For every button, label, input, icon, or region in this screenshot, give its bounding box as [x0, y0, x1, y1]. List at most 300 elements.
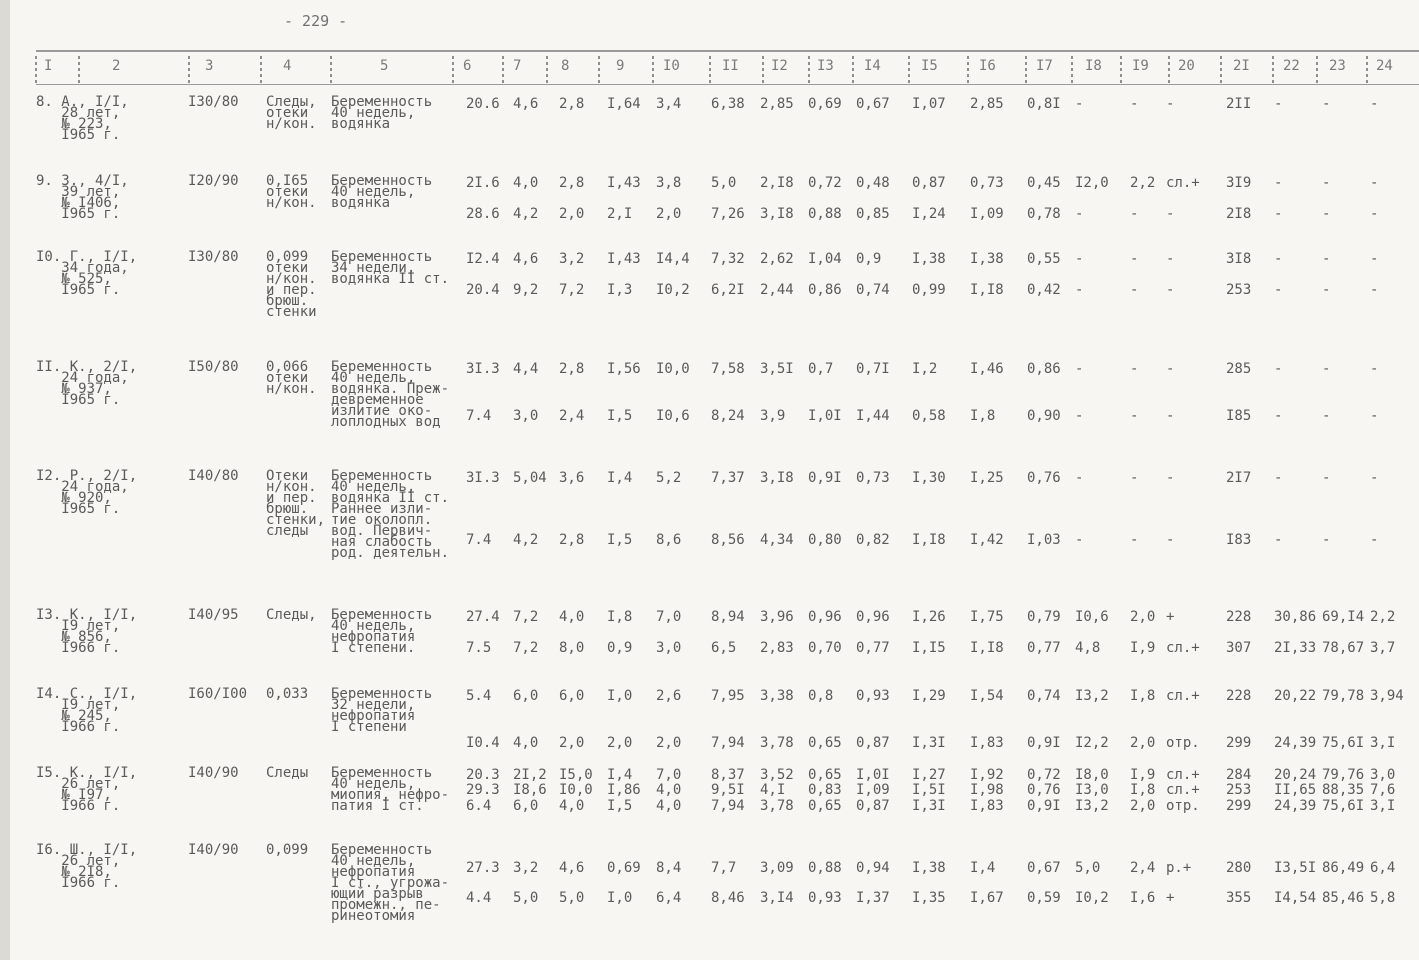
value-cell: сл.+ — [1166, 782, 1200, 798]
value-cell: 355 — [1226, 890, 1252, 906]
value-cell: I0,6 — [656, 408, 690, 424]
value-cell: - — [1274, 282, 1283, 298]
header-column-separator — [598, 56, 600, 84]
value-cell: - — [1274, 408, 1283, 424]
value-cell: 6,0 — [559, 688, 585, 704]
value-cell: 2,0 — [559, 206, 585, 222]
value-cell: 7.5 — [466, 640, 492, 656]
value-cell: I,0 — [607, 688, 633, 704]
table-top-rule — [36, 50, 1419, 52]
value-cell: 4,0 — [559, 798, 585, 814]
urine-edema-cell: Следы, отеки н/кон. — [266, 94, 317, 132]
value-cell: 2,8 — [559, 96, 585, 112]
value-cell: 228 — [1226, 688, 1252, 704]
value-cell: отр. — [1166, 735, 1200, 751]
value-cell: - — [1130, 470, 1139, 486]
value-cell: 2,44 — [760, 282, 794, 298]
column-header: 24 — [1376, 58, 1393, 74]
value-cell: 0,87 — [856, 735, 890, 751]
value-cell: I0,2 — [656, 282, 690, 298]
value-cell: 2I.6 — [466, 175, 500, 191]
header-column-separator — [502, 56, 504, 84]
value-cell: 7,94 — [711, 735, 745, 751]
value-cell: 3,4 — [656, 96, 682, 112]
value-cell: 6,38 — [711, 96, 745, 112]
value-cell: 8,94 — [711, 609, 745, 625]
value-cell: I,75 — [970, 609, 1004, 625]
urine-edema-cell: 0,I65 отеки н/кон. — [266, 173, 317, 211]
value-cell: 7,94 — [711, 798, 745, 814]
value-cell: 2,0 — [656, 206, 682, 222]
blood-pressure-cell: I30/80 — [188, 94, 239, 110]
value-cell: 0,82 — [856, 532, 890, 548]
value-cell: 3I9 — [1226, 175, 1252, 191]
value-cell: 6,4 — [1370, 860, 1396, 876]
urine-edema-cell: 0,099 — [266, 842, 309, 858]
value-cell: 0,86 — [1027, 361, 1061, 377]
value-cell: I0,2 — [1075, 890, 1109, 906]
value-cell: 4,6 — [513, 251, 539, 267]
value-cell: 0,87 — [856, 798, 890, 814]
value-cell: 0,8 — [808, 688, 834, 704]
value-cell: 2,2 — [1130, 175, 1156, 191]
value-cell: 0,45 — [1027, 175, 1061, 191]
value-cell: 2,0 — [1130, 798, 1156, 814]
value-cell: - — [1130, 408, 1139, 424]
value-cell: 88,35 — [1322, 782, 1365, 798]
value-cell: 0,67 — [856, 96, 890, 112]
value-cell: 3,7 — [1370, 640, 1396, 656]
value-cell: - — [1166, 96, 1175, 112]
value-cell: 3,0 — [656, 640, 682, 656]
value-cell: 3,94 — [1370, 688, 1404, 704]
value-cell: I,6 — [1130, 890, 1156, 906]
value-cell: 2,2 — [1370, 609, 1396, 625]
patient-cell: I5. К., I/I, 26 лет, № I97, I966 г. — [36, 765, 138, 814]
value-cell: 0,80 — [808, 532, 842, 548]
header-column-separator — [188, 56, 190, 84]
value-cell: I0,0 — [656, 361, 690, 377]
column-header: I — [44, 58, 53, 74]
value-cell: 2,85 — [760, 96, 794, 112]
value-cell: 0,9I — [1027, 798, 1061, 814]
header-column-separator — [1316, 56, 1318, 84]
value-cell: 3,2 — [513, 860, 539, 876]
value-cell: 285 — [1226, 361, 1252, 377]
value-cell: - — [1274, 532, 1283, 548]
value-cell: - — [1130, 532, 1139, 548]
value-cell: I2,0 — [1075, 175, 1109, 191]
value-cell: 2,0 — [607, 735, 633, 751]
header-bottom-rule — [36, 84, 1419, 85]
value-cell: 3,8 — [656, 175, 682, 191]
value-cell: I3,2 — [1075, 798, 1109, 814]
column-header: 23 — [1329, 58, 1346, 74]
value-cell: 3,78 — [760, 798, 794, 814]
value-cell: - — [1322, 532, 1331, 548]
value-cell: 2,83 — [760, 640, 794, 656]
value-cell: I,3I — [912, 735, 946, 751]
value-cell: 2I,2 — [513, 767, 547, 783]
diagnosis-cell: Беременность 40 недель, миопия, нефро- патия I ст. — [331, 765, 450, 814]
value-cell: 0,77 — [1027, 640, 1061, 656]
patient-cell: I3. К., I/I, I9 лет, № 856, I966 г. — [36, 607, 138, 656]
value-cell: 3,52 — [760, 767, 794, 783]
value-cell: - — [1370, 408, 1379, 424]
column-header: 6 — [463, 58, 472, 74]
patient-cell: II. К., 2/I, 24 года, № 937, I965 г. — [36, 359, 138, 408]
header-column-separator — [967, 56, 969, 84]
value-cell: I,43 — [607, 175, 641, 191]
value-cell: I,26 — [912, 609, 946, 625]
value-cell: I,9 — [1130, 767, 1156, 783]
value-cell: 8,6 — [656, 532, 682, 548]
value-cell: 2,0 — [1130, 609, 1156, 625]
value-cell: 7,2 — [513, 609, 539, 625]
column-header: 5 — [380, 58, 389, 74]
value-cell: сл.+ — [1166, 640, 1200, 656]
value-cell: I,29 — [912, 688, 946, 704]
header-column-separator — [546, 56, 548, 84]
value-cell: - — [1166, 282, 1175, 298]
value-cell: I,2 — [912, 361, 938, 377]
value-cell: - — [1322, 470, 1331, 486]
value-cell: - — [1370, 96, 1379, 112]
urine-edema-cell: Следы, — [266, 607, 317, 623]
column-header: I6 — [979, 58, 996, 74]
value-cell: 27.4 — [466, 609, 500, 625]
value-cell: 5,0 — [513, 890, 539, 906]
value-cell: 2,0 — [559, 735, 585, 751]
value-cell: 3,I4 — [760, 890, 794, 906]
diagnosis-cell: Беременность 40 недель, нефропатия I ст., угрожа- ющий разрыв промежн., пе- ринеотомия — [331, 842, 450, 924]
value-cell: 4,4 — [513, 361, 539, 377]
value-cell: 2,8 — [559, 175, 585, 191]
value-cell: - — [1166, 361, 1175, 377]
value-cell: I,I8 — [970, 282, 1004, 298]
value-cell: I,92 — [970, 767, 1004, 783]
value-cell: I85 — [1226, 408, 1252, 424]
header-column-separator — [1120, 56, 1122, 84]
value-cell: 0,88 — [808, 206, 842, 222]
value-cell: р.+ — [1166, 860, 1192, 876]
value-cell: 7,7 — [711, 860, 737, 876]
column-header: I3 — [817, 58, 834, 74]
value-cell: - — [1370, 282, 1379, 298]
header-column-separator — [1168, 56, 1170, 84]
column-header: I5 — [921, 58, 938, 74]
value-cell: 0,69 — [607, 860, 641, 876]
value-cell: 299 — [1226, 798, 1252, 814]
value-cell: - — [1130, 361, 1139, 377]
value-cell: - — [1130, 282, 1139, 298]
value-cell: I,44 — [856, 408, 890, 424]
header-column-separator — [1025, 56, 1027, 84]
value-cell: 5,2 — [656, 470, 682, 486]
value-cell: I,4 — [970, 860, 996, 876]
value-cell: 8,56 — [711, 532, 745, 548]
value-cell: 0,85 — [856, 206, 890, 222]
value-cell: 284 — [1226, 767, 1252, 783]
value-cell: I,30 — [912, 470, 946, 486]
value-cell: 253 — [1226, 282, 1252, 298]
page-number: - 229 - — [284, 12, 348, 30]
value-cell: 79,78 — [1322, 688, 1365, 704]
value-cell: I,5I — [912, 782, 946, 798]
column-header: I4 — [864, 58, 881, 74]
value-cell: 7,37 — [711, 470, 745, 486]
value-cell: 20.4 — [466, 282, 500, 298]
patient-cell: 8. А., I/I, 28 лет, № 223, I965 г. — [36, 94, 129, 143]
value-cell: I,8 — [1130, 688, 1156, 704]
value-cell: I2,2 — [1075, 735, 1109, 751]
value-cell: 2I8 — [1226, 206, 1252, 222]
value-cell: I,83 — [970, 735, 1004, 751]
value-cell: 3I.3 — [466, 470, 500, 486]
value-cell: 0,65 — [808, 735, 842, 751]
value-cell: - — [1075, 470, 1084, 486]
value-cell: I8,0 — [1075, 767, 1109, 783]
value-cell: 2I,33 — [1274, 640, 1317, 656]
value-cell: 0,76 — [1027, 470, 1061, 486]
value-cell: 3,0 — [1370, 767, 1396, 783]
value-cell: 307 — [1226, 640, 1252, 656]
value-cell: 6,5 — [711, 640, 737, 656]
value-cell: 3,09 — [760, 860, 794, 876]
value-cell: - — [1322, 408, 1331, 424]
value-cell: 3,2 — [559, 251, 585, 267]
value-cell: - — [1130, 96, 1139, 112]
column-header: 7 — [513, 58, 522, 74]
value-cell: I,43 — [607, 251, 641, 267]
value-cell: 24,39 — [1274, 735, 1317, 751]
value-cell: 20,24 — [1274, 767, 1317, 783]
value-cell: 6,2I — [711, 282, 745, 298]
value-cell: 29.3 — [466, 782, 500, 798]
column-header: 3 — [205, 58, 214, 74]
patient-cell: I4. С., I/I, I9 лет, № 245, I966 г. — [36, 686, 138, 735]
value-cell: 3,5I — [760, 361, 794, 377]
value-cell: 0,76 — [1027, 782, 1061, 798]
value-cell: 4,34 — [760, 532, 794, 548]
value-cell: I,I8 — [912, 532, 946, 548]
header-column-separator — [1220, 56, 1222, 84]
value-cell: - — [1322, 206, 1331, 222]
value-cell: 0,70 — [808, 640, 842, 656]
value-cell: 7,2 — [559, 282, 585, 298]
value-cell: I,I8 — [970, 640, 1004, 656]
value-cell: 85,46 — [1322, 890, 1365, 906]
value-cell: 8,46 — [711, 890, 745, 906]
value-cell: I,56 — [607, 361, 641, 377]
value-cell: - — [1370, 470, 1379, 486]
column-header: 4 — [283, 58, 292, 74]
value-cell: I5,0 — [559, 767, 593, 783]
value-cell: II,65 — [1274, 782, 1317, 798]
value-cell: 7,0 — [656, 609, 682, 625]
value-cell: I,54 — [970, 688, 1004, 704]
value-cell: - — [1322, 251, 1331, 267]
value-cell: 7,2 — [513, 640, 539, 656]
value-cell: I,64 — [607, 96, 641, 112]
value-cell: 7.4 — [466, 408, 492, 424]
value-cell: 0,9I — [1027, 735, 1061, 751]
value-cell: 2,6 — [656, 688, 682, 704]
value-cell: - — [1274, 175, 1283, 191]
diagnosis-cell: Беременность 32 недели, нефропатия I степени — [331, 686, 433, 735]
value-cell: 2II — [1226, 96, 1252, 112]
value-cell: - — [1370, 532, 1379, 548]
value-cell: 3,0 — [513, 408, 539, 424]
value-cell: 27.3 — [466, 860, 500, 876]
value-cell: - — [1130, 206, 1139, 222]
diagnosis-cell: Беременность 40 недель, водянка — [331, 173, 433, 211]
value-cell: 5,8 — [1370, 890, 1396, 906]
blood-pressure-cell: I60/I00 — [188, 686, 248, 702]
value-cell: 0,7I — [856, 361, 890, 377]
value-cell: 4,8 — [1075, 640, 1101, 656]
value-cell: 0,73 — [970, 175, 1004, 191]
value-cell: 0,59 — [1027, 890, 1061, 906]
value-cell: 0,42 — [1027, 282, 1061, 298]
value-cell: I,98 — [970, 782, 1004, 798]
value-cell: 0,77 — [856, 640, 890, 656]
header-column-separator — [652, 56, 654, 84]
value-cell: 7,6 — [1370, 782, 1396, 798]
blood-pressure-cell: I40/90 — [188, 765, 239, 781]
value-cell: 0,90 — [1027, 408, 1061, 424]
header-column-separator — [330, 56, 332, 84]
column-header: I8 — [1085, 58, 1102, 74]
value-cell: 4,2 — [513, 206, 539, 222]
value-cell: 5,0 — [559, 890, 585, 906]
diagnosis-cell: Беременность 40 недель, водянка. Преж- девременное излитие око- лоплодных вод — [331, 359, 450, 430]
value-cell: 8,4 — [656, 860, 682, 876]
value-cell: I4,4 — [656, 251, 690, 267]
value-cell: сл.+ — [1166, 688, 1200, 704]
value-cell: 3I8 — [1226, 251, 1252, 267]
value-cell: 20,22 — [1274, 688, 1317, 704]
value-cell: I,37 — [856, 890, 890, 906]
value-cell: I8,6 — [513, 782, 547, 798]
value-cell: 75,6I — [1322, 798, 1365, 814]
value-cell: 2,62 — [760, 251, 794, 267]
value-cell: 0,99 — [912, 282, 946, 298]
value-cell: - — [1075, 251, 1084, 267]
blood-pressure-cell: I40/90 — [188, 842, 239, 858]
value-cell: I,09 — [970, 206, 1004, 222]
value-cell: I0.4 — [466, 735, 500, 751]
value-cell: - — [1274, 96, 1283, 112]
value-cell: 0,67 — [1027, 860, 1061, 876]
page-edge-shadow — [0, 0, 10, 960]
header-column-separator — [808, 56, 810, 84]
value-cell: 5,0 — [711, 175, 737, 191]
column-header: 22 — [1283, 58, 1300, 74]
value-cell: 2,8 — [559, 532, 585, 548]
value-cell: I,0 — [607, 890, 633, 906]
value-cell: - — [1370, 361, 1379, 377]
value-cell: I,07 — [912, 96, 946, 112]
value-cell: 2I7 — [1226, 470, 1252, 486]
urine-edema-cell: Отеки н/кон. и пер. брюш. стенки, следы — [266, 468, 326, 539]
value-cell: 2,I8 — [760, 175, 794, 191]
value-cell: 6,4 — [656, 890, 682, 906]
value-cell: 3,6 — [559, 470, 585, 486]
value-cell: 0,73 — [856, 470, 890, 486]
value-cell: 0,69 — [808, 96, 842, 112]
value-cell: - — [1274, 251, 1283, 267]
value-cell: I,35 — [912, 890, 946, 906]
value-cell: 0,74 — [856, 282, 890, 298]
value-cell: - — [1075, 361, 1084, 377]
column-header: I0 — [663, 58, 680, 74]
value-cell: 7,0 — [656, 767, 682, 783]
blood-pressure-cell: I30/80 — [188, 249, 239, 265]
value-cell: I,9 — [1130, 640, 1156, 656]
value-cell: I,67 — [970, 890, 1004, 906]
value-cell: + — [1166, 890, 1175, 906]
header-column-separator — [1071, 56, 1073, 84]
column-header: 2I — [1233, 58, 1250, 74]
value-cell: 0,7 — [808, 361, 834, 377]
header-column-separator — [908, 56, 910, 84]
value-cell: I,25 — [970, 470, 1004, 486]
value-cell: I,4 — [607, 470, 633, 486]
column-header: I7 — [1036, 58, 1053, 74]
value-cell: 0,74 — [1027, 688, 1061, 704]
value-cell: 9,5I — [711, 782, 745, 798]
value-cell: I,42 — [970, 532, 1004, 548]
value-cell: I,04 — [808, 251, 842, 267]
value-cell: 4,0 — [513, 735, 539, 751]
value-cell: 8,24 — [711, 408, 745, 424]
header-column-separator — [852, 56, 854, 84]
value-cell: I,27 — [912, 767, 946, 783]
value-cell: 7,26 — [711, 206, 745, 222]
value-cell: I83 — [1226, 532, 1252, 548]
value-cell: 0,79 — [1027, 609, 1061, 625]
header-column-separator — [1366, 56, 1368, 84]
value-cell: 0,55 — [1027, 251, 1061, 267]
value-cell: 5.4 — [466, 688, 492, 704]
value-cell: - — [1166, 206, 1175, 222]
value-cell: 30,86 — [1274, 609, 1317, 625]
urine-edema-cell: Следы — [266, 765, 309, 781]
value-cell: 3,96 — [760, 609, 794, 625]
value-cell: 0,93 — [808, 890, 842, 906]
blood-pressure-cell: I20/90 — [188, 173, 239, 189]
value-cell: 4.4 — [466, 890, 492, 906]
value-cell: 4,2 — [513, 532, 539, 548]
value-cell: 0,9I — [808, 470, 842, 486]
value-cell: 299 — [1226, 735, 1252, 751]
header-column-separator — [260, 56, 262, 84]
value-cell: - — [1130, 251, 1139, 267]
value-cell: 3,78 — [760, 735, 794, 751]
value-cell: I3,2 — [1075, 688, 1109, 704]
value-cell: 0,86 — [808, 282, 842, 298]
header-column-separator — [1272, 56, 1274, 84]
value-cell: - — [1274, 206, 1283, 222]
header-column-separator — [452, 56, 454, 84]
value-cell: - — [1075, 282, 1084, 298]
header-column-separator — [762, 56, 764, 84]
value-cell: 79,76 — [1322, 767, 1365, 783]
value-cell: I,0I — [808, 408, 842, 424]
column-header: 20 — [1178, 58, 1195, 74]
value-cell: 7,32 — [711, 251, 745, 267]
